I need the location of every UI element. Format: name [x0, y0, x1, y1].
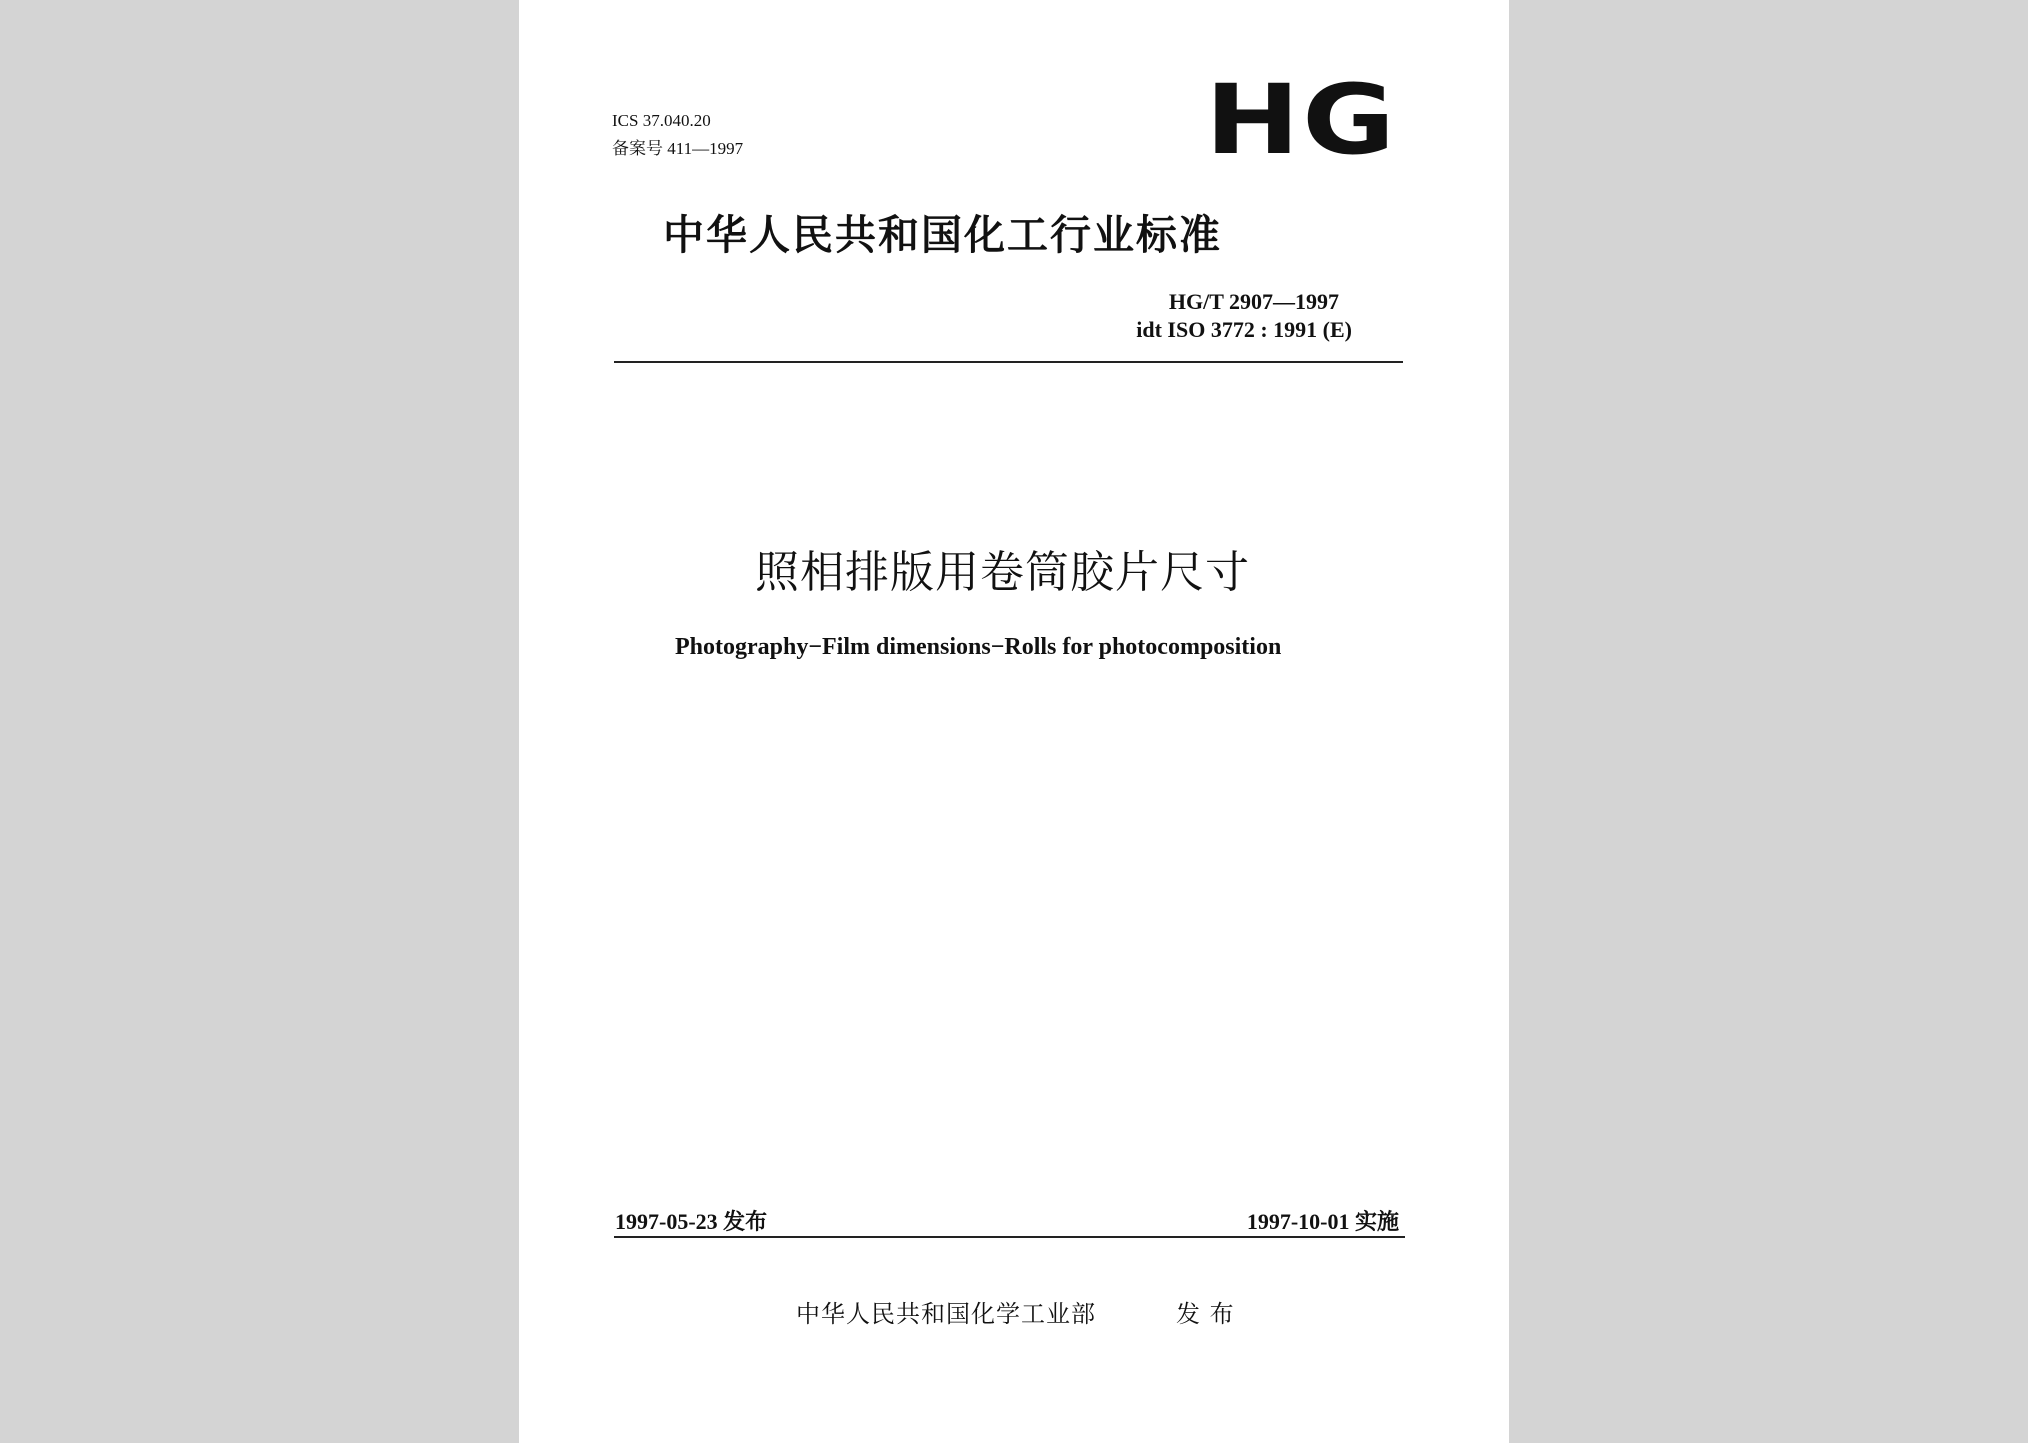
issuing-authority: 中华人民共和国化学工业部	[796, 1300, 1096, 1328]
iso-equivalent: idt ISO 3772 : 1991 (E)	[1136, 317, 1352, 342]
filing-number: 备案号 411—1997	[612, 139, 744, 158]
issue-action: 发 布	[1176, 1300, 1235, 1328]
english-title: Photography−Film dimensions−Rolls for photocomposition	[675, 634, 1282, 660]
implementation-date: 1997-10-01 实施	[1246, 1209, 1399, 1234]
footer-divider	[614, 1236, 1405, 1238]
issue-date: 1997-05-23 发布	[615, 1209, 768, 1234]
standard-number: HG/T 2907—1997	[1168, 289, 1339, 314]
document-page	[519, 0, 1509, 1443]
hg-logo: HG	[1205, 64, 1398, 176]
header-divider	[614, 361, 1403, 363]
chinese-title: 照相排版用卷筒胶片尺寸	[755, 547, 1250, 598]
ics-code: ICS 37.040.20	[612, 111, 711, 130]
standard-type-heading: 中华人民共和国化工行业标准	[663, 211, 1222, 259]
